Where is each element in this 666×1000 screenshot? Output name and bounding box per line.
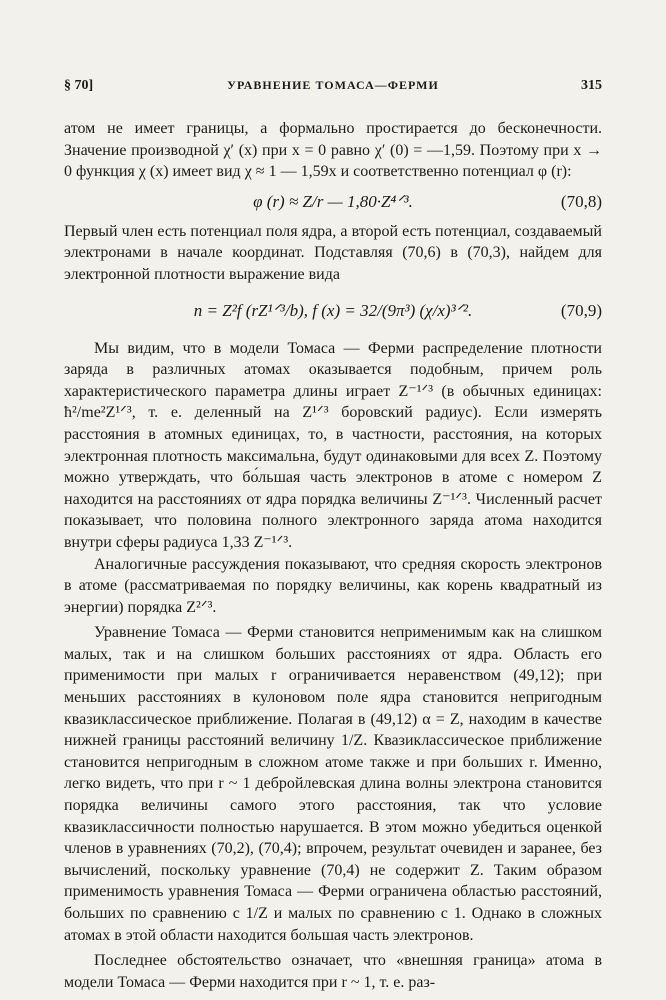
equation-number: (70,8) xyxy=(560,191,602,211)
equation-formula: n = Z²f (rZ¹ᐟ³/b), f (x) = 32/(9π³) (χ/x)³ᐟ². xyxy=(193,300,473,320)
paragraph: Уравнение Томаса — Ферми становится неприменимым как на слишком малых, так и на слишком больших расстояниях от ядра. Область его применимости при малых r ограничивается неравенством (49,12); при меньших расстояниях в кулоновом поле ядра становится непригодным квазиклассическое приближение. Полагая в (49,12) α = Z, находим в качестве нижней границы расстояний величину 1/Z. Квазиклассическое приближение становится непригодным в сложном атоме также и при больших r. Именно, легко видеть, что при r ~ 1 дебройлевская длина волны электрона становится порядка величины самого этого расстояния, так что условие квазиклассичности полностью нарушается. В этом можно убедиться оценкой членов в уравнениях (70,2), (70,4); впрочем, результат очевиден и заранее, без вычислений, поскольку уравнение (70,4) не содержит Z. Таким образом применимость уравнения Томаса — Ферми ограничена областью расстояний, больших по сравнению с 1/Z и малых по сравнению с 1. Однако в сложных атомах в этой области находится большая часть электронов. xyxy=(64,624,602,944)
equation-70-8 xyxy=(64,191,602,215)
page-number: 315 xyxy=(581,78,602,93)
paragraph: Первый член есть потенциал поля ядра, а второй есть потенциал, создаваемый электронами в начале координат. Подставляя (70,6) в (70,3), найдем для электронной плотности выражение вида xyxy=(64,222,602,283)
equation-formula: φ (r) ≈ Z/r — 1,80·Z⁴ᐟ³. xyxy=(253,191,413,211)
equation-70-9 xyxy=(64,292,602,330)
paragraph: Последнее обстоятельство означает, что «внешняя граница» атома в модели Томаса — Ферми находится при r ~ 1, т. е. раз- xyxy=(64,952,602,991)
equation-number: (70,9) xyxy=(560,300,602,320)
page-body xyxy=(64,118,602,993)
paragraph: Мы видим, что в модели Томаса — Ферми распределение плотности заряда в различных атомах оказывается подобным, причем роль характеристического параметра длины играет Z⁻¹ᐟ³ (в обычных единицах: ħ²/me²Z¹ᐟ³, т. е. деленный на Z¹ᐟ³ боровский радиус). Если измерять расстояния в атомных единицах, то, в частности, расстояния, на которых электронная плотность максимальна, будут одинаковыми для всех Z. Поэтому можно утверждать, что бо́льшая часть электронов в атоме с номером Z находится на расстояниях от ядра порядка величины Z⁻¹ᐟ³. Численный расчет показывает, что половина полного электронного заряда атома находится внутри сферы радиуса 1,33 Z⁻¹ᐟ³. xyxy=(64,339,602,551)
running-title: УРАВНЕНИЕ ТОМАСА—ФЕРМИ xyxy=(227,78,439,92)
paragraph: Аналогичные рассуждения показывают, что средняя скорость электронов в атоме (рассматриваемая по порядку величины, как корень квадратный из энергии) порядка Z²ᐟ³. xyxy=(64,555,602,616)
paragraph: атом не имеет границы, а формально простирается до бесконечности. Значение производной χ′ (x) при x = 0 равно χ′ (0) = —1,59. Поэтому при x → 0 функция χ (x) имеет вид χ ≈ 1 — 1,59x и соответственно потенциал φ (r): xyxy=(64,120,602,181)
running-header xyxy=(64,78,602,98)
section-number: § 70] xyxy=(64,78,94,93)
